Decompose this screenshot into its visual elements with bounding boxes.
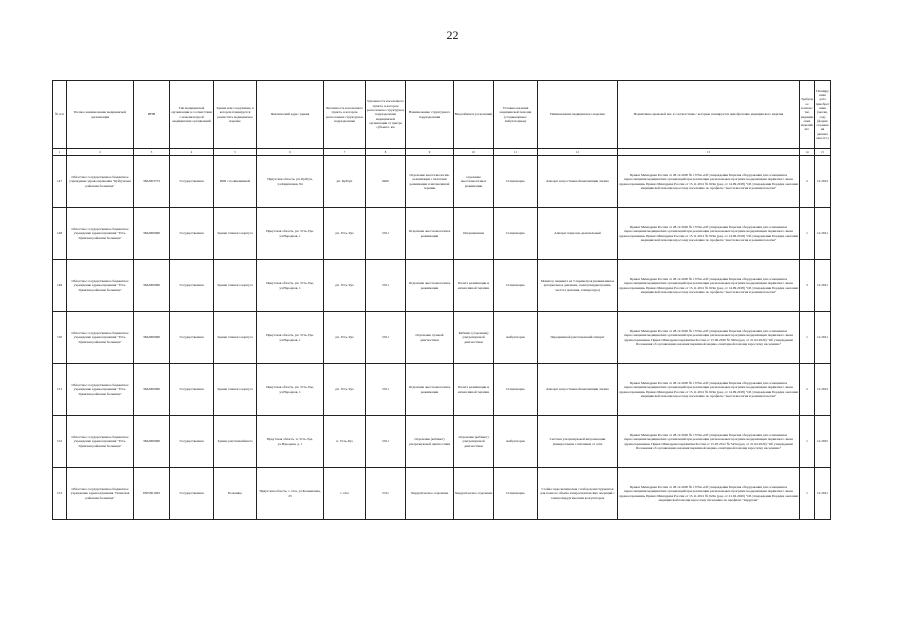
inn-cell: 3842000960: [134, 208, 170, 260]
column-header: Вид кабинета (отделения): [454, 81, 494, 149]
cabinet-type-cell: Кабинет (отделение) ультразвуковой диагностики: [454, 312, 494, 364]
distance-cell: 9400: [366, 156, 406, 208]
column-number: 12: [538, 149, 618, 156]
distance-cell: 5311: [366, 468, 406, 520]
cabinet-type-cell: Операционная: [454, 208, 494, 260]
address-cell: Иркутская область, рп. Усть-Уда, ул.Народная, 1: [257, 260, 324, 312]
org-name-cell: Областное государственное бюджетное учреждение здравоохранения "Куйтунская районная больница": [67, 156, 134, 208]
quantity-cell: 1: [800, 312, 815, 364]
legal-act-cell: Приказ Минздрава России от 28.12.2020 № 1379н «Об утверждении Перечня оборудования для оснащения и переоснащения медицинских организаций при реализации региональных программ модернизации первичного звена здравоохранения» Приказ Минздрава России от 15.11.2012 № 922н (ред. от 21.02.2020) "Об утверждении Порядка оказания медицинской помощи взрослому населению по профилю "хирургия": [618, 468, 800, 520]
distance-cell: 5521: [366, 312, 406, 364]
column-number: 13: [618, 149, 800, 156]
distance-cell: 5521: [366, 208, 406, 260]
division-cell: Отделение лучевой диагностики: [406, 312, 454, 364]
column-header: № п/п: [53, 81, 67, 149]
row-number-cell: 153: [53, 468, 67, 520]
care-conditions-cell: Стационарно: [494, 364, 538, 416]
inn-cell: 3842000960: [134, 312, 170, 364]
column-number: 2: [67, 149, 134, 156]
building-cell: ЦРБ с поликлиникой: [214, 156, 257, 208]
division-cell: Отделение (кабинет) ультразвуковой диагностики: [406, 416, 454, 468]
purchase-date-cell: 12.2021: [815, 260, 831, 312]
legal-act-cell: Приказ Минздрава России от 28.12.2020 № 1379н «Об утверждении Перечня оборудования для оснащения и переоснащения медицинских организаций при реализации региональных программ модернизации первичного звена здравоохранения» Приказ Минздравсоцразвития России от 15.06.2020 № 560н (ред. от 21.02.2020) "Об утверждении Положения об организации оказания первичной медико-санитарной помощи взрослому населению": [618, 312, 800, 364]
purchase-date-cell: 12.2021: [815, 468, 831, 520]
column-header: Наименование медицинского изделия: [538, 81, 618, 149]
org-name-cell: Областное государственное бюджетное учреждение здравоохранения "Усть-Удинская районная больница": [67, 260, 134, 312]
page-number: 22: [446, 28, 459, 42]
column-header: Условия оказания медицинской помощи (стационарные/амбулаторные): [494, 81, 538, 149]
column-header: Нормативно-правовой акт, в соответствии с которым планируется приобретение медицинского изделия: [618, 81, 800, 149]
purchase-date-cell: 12.2021: [815, 312, 831, 364]
building-cell: Здание главного корпуса: [214, 312, 257, 364]
purchase-date-cell: 12.2023: [815, 156, 831, 208]
legal-act-cell: Приказ Минздрава России от 28.12.2020 № 1379н «Об утверждении Перечня оборудования для оснащения и переоснащения медицинских организаций при реализации региональных программ модернизации первичного звена здравоохранения» Приказ Минздрава России от 15.11.2012 № 919н (ред. от 14.09.2018) "Об утверждении Порядка оказания медицинской помощи взрослому населению по профилю "анестезиология и реаниматология": [618, 208, 800, 260]
table-row: [53, 468, 831, 520]
column-number: 4: [170, 149, 214, 156]
org-name-cell: Областное государственное бюджетное учреждение здравоохранения "Усть-Удинская районная больница": [67, 208, 134, 260]
table-row: [53, 312, 831, 364]
org-type-cell: Государственная: [170, 156, 214, 208]
column-number: 8: [366, 149, 406, 156]
population-cell: п. Усть-Уда: [324, 416, 366, 468]
org-type-cell: Государственная: [170, 468, 214, 520]
care-conditions-cell: Стационарно: [494, 260, 538, 312]
division-cell: Отделение анестезиологии-реанимации с палатами реанимации и интенсивной терапии: [406, 156, 454, 208]
org-type-cell: Государственная: [170, 364, 214, 416]
org-type-cell: Государственная: [170, 260, 214, 312]
device-name-cell: Стойка эндоскопическая с набором инструментов для полного объема лапароскопических операций с электрохирургическим коагулятором: [538, 468, 618, 520]
inn-cell: 3842000960: [134, 364, 170, 416]
purchase-date-cell: 12.2021: [815, 208, 831, 260]
address-cell: Иркутская область, рп. Куйтун, ул.Кирпичная, 84: [257, 156, 324, 208]
address-cell: Иркутская область, рп. Усть-Уда, ул.Народная, 1: [257, 208, 324, 260]
table-row: [53, 260, 831, 312]
column-number: 7: [324, 149, 366, 156]
row-number-cell: 147: [53, 156, 67, 208]
population-cell: рп. Усть-Уда: [324, 260, 366, 312]
division-cell: Отделение анестезиологии и реанимации: [406, 364, 454, 416]
column-number: 6: [257, 149, 324, 156]
purchase-date-cell: 12.2023: [815, 364, 831, 416]
quantity-cell: 2: [800, 156, 815, 208]
care-conditions-cell: Амбулаторно: [494, 312, 538, 364]
building-cell: Больница: [214, 468, 257, 520]
division-cell: Отделение анестезиологии и реанимации: [406, 260, 454, 312]
column-number-row: [53, 149, 831, 156]
row-number-cell: 148: [53, 208, 67, 260]
distance-cell: 5521: [366, 364, 406, 416]
distance-cell: 5521: [366, 416, 406, 468]
org-type-cell: Государственная: [170, 208, 214, 260]
address-cell: Иркутская область, п. Усть-Уда, ул.Народная, д. 1: [257, 416, 324, 468]
row-number-cell: 152: [53, 416, 67, 468]
column-header: ИНН: [134, 81, 170, 149]
quantity-cell: 1: [800, 468, 815, 520]
column-number: 11: [494, 149, 538, 156]
legal-act-cell: Приказ Минздрава России от 28.12.2020 № 1379н «Об утверждении Перечня оборудования для оснащения и переоснащения медицинских организаций при реализации региональных программ модернизации первичного звена здравоохранения» Приказ Минздравсоцразвития России от 15.05.2012 № 543н (ред. от 21.02.2020) "Об утверждении Положения об организации оказания первичной медико-санитарной помощи взрослому населению": [618, 416, 800, 468]
org-name-cell: Областное государственное бюджетное учреждение здравоохранения "Усть-Удинская районная больница": [67, 312, 134, 364]
cabinet-type-cell: отделение анестезиологии и реанимации: [454, 156, 494, 208]
column-header: Удаленность населенного пункта, в котором расположено структурное подразделение медицинской организации от центра субъекта, км: [366, 81, 406, 149]
row-number-cell: 150: [53, 312, 67, 364]
quantity-cell: 3: [800, 260, 815, 312]
table-body: [53, 149, 831, 520]
inn-cell: 8505001963: [134, 468, 170, 520]
header-row: [53, 81, 831, 149]
care-conditions-cell: Стационарно: [494, 208, 538, 260]
device-name-cell: Аппарат искусственной вентиляции легких: [538, 364, 618, 416]
table-row: [53, 156, 831, 208]
column-number: 14: [800, 149, 815, 156]
column-number: 5: [214, 149, 257, 156]
building-cell: Здание главного корпуса: [214, 364, 257, 416]
column-header: Фактический адрес здания: [257, 81, 324, 149]
device-name-cell: Система ультразвуковой визуализации универсальная с питанием от сети: [538, 416, 618, 468]
column-number: 3: [134, 149, 170, 156]
org-name-cell: Областное государственное бюджетное учреждение здравоохранения "Осинская районная больница": [67, 468, 134, 520]
building-cell: Здание главного корпуса: [214, 260, 257, 312]
table-row: [53, 364, 831, 416]
inn-cell: 3822003753: [134, 156, 170, 208]
care-conditions-cell: Амбулаторно: [494, 416, 538, 468]
column-number: 9: [406, 149, 454, 156]
cabinet-type-cell: Отделение (кабинет) ультразвуковой диагностики: [454, 416, 494, 468]
address-cell: Иркутская область, рп. Усть-Уда, ул.Народная, 1: [257, 364, 324, 416]
row-number-cell: 149: [53, 260, 67, 312]
org-type-cell: Государственная: [170, 416, 214, 468]
legal-act-cell: Приказ Минздрава России от 28.12.2020 № 1379н «Об утверждении Перечня оборудования для оснащения и переоснащения медицинских организаций при реализации региональных программ модернизации первичного звена здравоохранения» Приказ Минздрава России от 15.11.2012 № 919н (ред. от 14.09.2018) "Об утверждении Порядка оказания медицинской помощи взрослому населению по профилю "анестезиология и реаниматология": [618, 156, 800, 208]
distance-cell: 5521: [366, 260, 406, 312]
cabinet-type-cell: Хирургическое отделение: [454, 468, 494, 520]
quantity-cell: 2: [800, 364, 815, 416]
population-cell: с. Оса: [324, 468, 366, 520]
row-number-cell: 151: [53, 364, 67, 416]
column-header: Наименование структурного подразделения: [406, 81, 454, 149]
legal-act-cell: Приказ Минздрава России от 28.12.2020 № 1379н «Об утверждении Перечня оборудования для оснащения и переоснащения медицинских организаций при реализации региональных программ модернизации первичного звена здравоохранения» Приказ Минздрава России от 15.11.2012 № 919н (ред. от 14.09.2018) "Об утверждении Порядка оказания медицинской помощи взрослому населению по профилю "анестезиология и реаниматология": [618, 364, 800, 416]
device-name-cell: Передвижной рентгеновский аппарат: [538, 312, 618, 364]
inn-cell: 3842000960: [134, 416, 170, 468]
cabinet-type-cell: Палата реанимации и интенсивной терапии: [454, 260, 494, 312]
column-header: Требуемое количество медицинских изделий, шт.: [800, 81, 815, 149]
inn-cell: 3842000960: [134, 260, 170, 312]
population-cell: рп. Усть-Уда: [324, 208, 366, 260]
population-cell: рп. Усть-Уда: [324, 364, 366, 416]
equipment-register-table: [52, 80, 831, 520]
cabinet-type-cell: Палата реанимации и интенсивной терапии: [454, 364, 494, 416]
population-cell: рп. Усть-Уда: [324, 312, 366, 364]
address-cell: Иркутская область, рп. Усть-Уда, ул.Народная, 1: [257, 312, 324, 364]
org-type-cell: Государственная: [170, 312, 214, 364]
org-name-cell: Областное государственное бюджетное учреждение здравоохранения "Усть-Удинская районная больница": [67, 416, 134, 468]
care-conditions-cell: Стационарно: [494, 156, 538, 208]
building-cell: Здание главного корпуса: [214, 208, 257, 260]
division-cell: Отделение анестезиологии и реанимации: [406, 208, 454, 260]
column-header: Планируемая дата приобретения (месяц, год) (форма: отражения данных мм.гггг.): [815, 81, 831, 149]
device-name-cell: Аппарат искусственной вентиляции легких: [538, 156, 618, 208]
table-row: [53, 208, 831, 260]
org-name-cell: Областное государственное бюджетное учреждение здравоохранения "Усть-Удинская районная больница": [67, 364, 134, 416]
division-cell: Хирургическое отделение: [406, 468, 454, 520]
column-header: Тип медицинской организации в соответствии с номенклатурой медицинских организаций: [170, 81, 214, 149]
legal-act-cell: Приказ Минздрава России от 28.12.2020 № 1379н «Об утверждении Перечня оборудования для оснащения и переоснащения медицинских организаций при реализации региональных программ модернизации первичного звена здравоохранения» Приказ Минздрава России от 15.11.2012 № 919н (ред. от 14.09.2018) "Об утверждении Порядка оказания медицинской помощи взрослому населению по профилю "анестезиология и реаниматология": [618, 260, 800, 312]
column-header: Полное наименование медицинской организации: [67, 81, 134, 149]
purchase-date-cell: 12.2025: [815, 416, 831, 468]
care-conditions-cell: Стационарно: [494, 468, 538, 520]
column-number: 10: [454, 149, 494, 156]
device-name-cell: Аппарат наркозно-дыхательный: [538, 208, 618, 260]
address-cell: Иркутская область, с. Оса, ул.Больничная, 25: [257, 468, 324, 520]
column-number: 1: [53, 149, 67, 156]
column-header: Численность населенного пункта, в котором расположена структурное подразделение: [324, 81, 366, 149]
quantity-cell: 1: [800, 416, 815, 468]
building-cell: Здание рентгенкабинета: [214, 416, 257, 468]
quantity-cell: 1: [800, 208, 815, 260]
device-name-cell: Монитор пациента на 5 параметров (неинвазивное артериальное давление, электрокардиограмма, частота дыхания, температура): [538, 260, 618, 312]
population-cell: рп. Куйтун: [324, 156, 366, 208]
column-number: 15: [815, 149, 831, 156]
column-header: Здание или сооружение, в котором планируется разместить медицинское изделие: [214, 81, 257, 149]
table-row: [53, 416, 831, 468]
